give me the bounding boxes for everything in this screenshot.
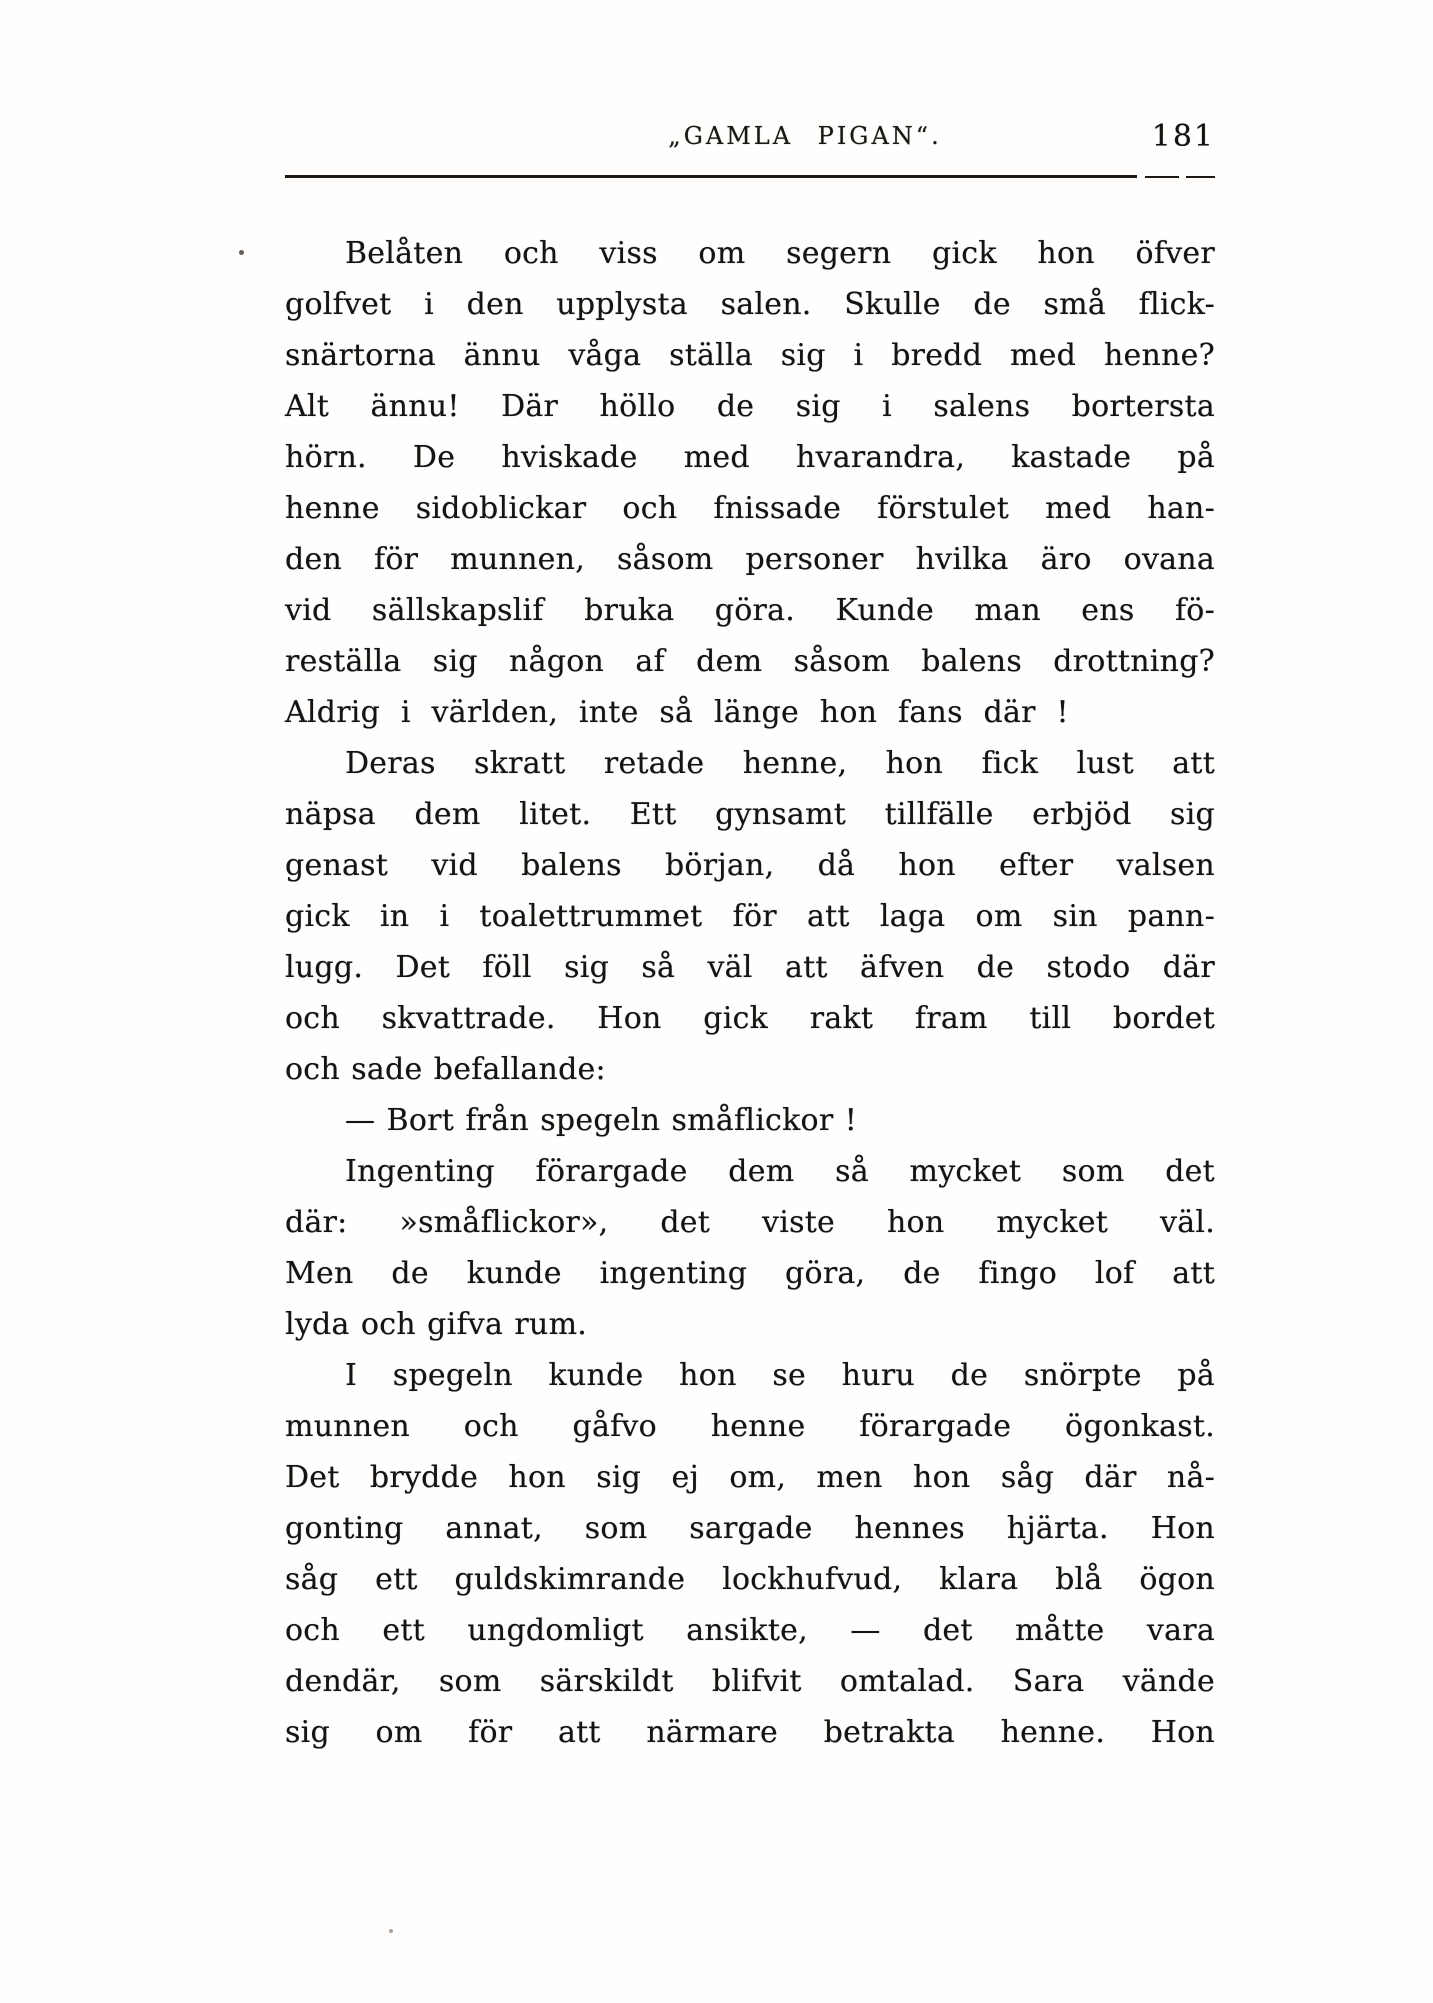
text-line: Alt ännu! Där höllo de sig i salens bortersta: [285, 389, 1215, 424]
text-line: lugg. Det föll sig så väl att äfven de stodo där: [285, 950, 1215, 985]
text-line: Aldrig i världen, inte så länge hon fans där !: [285, 695, 1069, 730]
text-line: munnen och gåfvo henne förargade ögonkast.: [285, 1409, 1215, 1444]
scan-speck: [239, 250, 244, 255]
text-line: den för munnen, såsom personer hvilka äro ovana: [285, 542, 1215, 577]
text-line: och sade befallande:: [285, 1052, 606, 1087]
text-line: henne sidoblickar och fnissade förstulet med han-: [285, 491, 1215, 526]
text-line: och ett ungdomligt ansikte, — det måtte vara: [285, 1613, 1215, 1648]
scan-speck: [389, 1929, 393, 1933]
text-line: där: »småflickor», det viste hon mycket väl.: [285, 1205, 1215, 1240]
text-line: Men de kunde ingenting göra, de fingo lof att: [285, 1256, 1215, 1291]
text-line: hörn. De hviskade med hvarandra, kastade på: [285, 440, 1215, 475]
text-line: näpsa dem litet. Ett gynsamt tillfälle erbjöd sig: [285, 797, 1215, 832]
header-rule: [285, 175, 1215, 179]
text-line: lyda och gifva rum.: [285, 1307, 588, 1342]
text-line: Ingenting förargade dem så mycket som det: [345, 1154, 1215, 1189]
page-number: 181: [1151, 119, 1215, 154]
text-line: Deras skratt retade henne, hon fick lust att: [345, 746, 1215, 781]
text-line: gonting annat, som sargade hennes hjärta. Hon: [285, 1511, 1215, 1546]
page-header: [285, 119, 1215, 168]
text-line: — Bort från spegeln småflickor !: [345, 1103, 858, 1138]
text-line: I spegeln kunde hon se huru de snörpte på: [345, 1358, 1215, 1393]
header-rule-segment: [1186, 176, 1215, 178]
text-line: dendär, som särskildt blifvit omtalad. Sara vände: [285, 1664, 1215, 1699]
text-line: gick in i toalettrummet för att laga om sin pann-: [285, 899, 1215, 934]
text-line: sig om för att närmare betrakta henne. Hon: [285, 1715, 1215, 1750]
text-line: snärtorna ännu våga ställa sig i bredd med henne?: [285, 338, 1215, 373]
text-line: genast vid balens början, då hon efter valsen: [285, 848, 1215, 883]
header-rule-segment: [285, 175, 1137, 178]
text-line: Belåten och viss om segern gick hon öfver: [345, 236, 1215, 271]
body-text: [285, 228, 1215, 1758]
text-line: Det brydde hon sig ej om, men hon såg där nå-: [285, 1460, 1215, 1495]
text-line: golfvet i den upplysta salen. Skulle de små flick-: [285, 287, 1215, 322]
text-line: reställa sig någon af dem såsom balens drottning?: [285, 644, 1215, 679]
header-rule-segment: [1145, 176, 1179, 178]
text-line: och skvattrade. Hon gick rakt fram till bordet: [285, 1001, 1215, 1036]
running-title: „GAMLA PIGAN“.: [668, 122, 942, 150]
text-line: såg ett guldskimrande lockhufvud, klara blå ögon: [285, 1562, 1215, 1597]
text-line: vid sällskapslif bruka göra. Kunde man ens fö-: [285, 593, 1215, 628]
